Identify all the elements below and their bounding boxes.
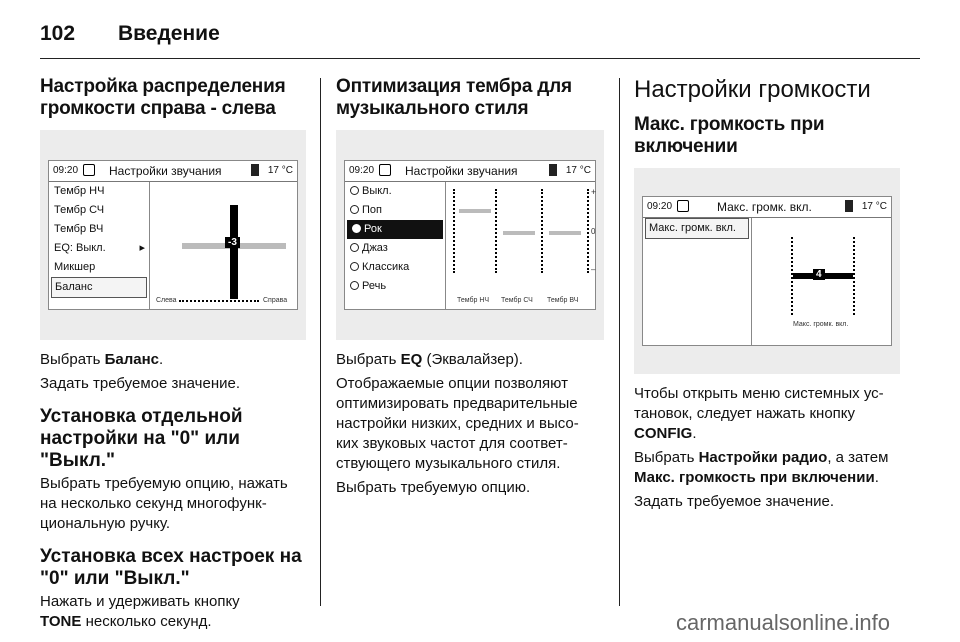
radio-checked-icon <box>352 224 361 233</box>
balance-heading: Настройка распределения громкости справа - слева <box>40 76 286 119</box>
status-bar <box>643 197 891 218</box>
column-eq <box>336 76 604 502</box>
menu-item[interactable]: Тембр ВЧ <box>54 223 104 235</box>
menu-item[interactable]: Микшер <box>54 261 96 273</box>
clock: 09:20 <box>349 165 375 176</box>
volume-caption: Макс. громк. вкл. <box>793 321 849 328</box>
volume-scale-right <box>853 237 857 315</box>
temperature: 17 °C <box>861 201 887 212</box>
section-single-reset <box>40 406 306 534</box>
band-label-high: Тембр ВЧ <box>547 297 579 304</box>
volume-screen <box>642 196 892 346</box>
eq-option[interactable]: Джаз <box>345 239 445 258</box>
eq-option[interactable]: Поп <box>345 201 445 220</box>
band-label-low: Тембр НЧ <box>457 297 490 304</box>
sound-menu <box>49 182 150 309</box>
instruction-set: Задать требуемое значение. <box>40 375 241 392</box>
phone-icon <box>549 164 557 176</box>
clock: 09:20 <box>53 165 79 176</box>
menu-item[interactable]: Тембр НЧ <box>54 185 105 197</box>
radio-icon <box>350 281 359 290</box>
eq-menu <box>345 182 446 309</box>
menu-item-selected[interactable]: Макс. громк. вкл. <box>645 218 749 239</box>
eq-bar-mid <box>503 231 535 235</box>
page-title: Введение <box>118 22 220 45</box>
temperature: 17 °C <box>267 165 293 176</box>
radio-icon <box>350 186 359 195</box>
arrow-right-icon: ▸ <box>139 242 145 254</box>
eq-option[interactable]: Речь <box>345 277 445 296</box>
instruction-select: Выбрать Баланс. <box>40 351 164 368</box>
temperature: 17 °C <box>565 165 591 176</box>
right-label: Справа <box>263 297 288 304</box>
eq-scale-2 <box>541 189 545 273</box>
eq-scale-left <box>453 189 457 273</box>
status-bar <box>49 161 297 182</box>
screen-title: Макс. громк. вкл. <box>717 200 812 214</box>
eq-minus: – <box>591 265 596 274</box>
nav-icon <box>379 164 391 176</box>
radio-icon <box>350 243 359 252</box>
balance-bar <box>230 205 238 299</box>
left-label: Слева <box>156 297 177 304</box>
column-divider-1 <box>320 78 321 606</box>
eq-screen <box>344 160 596 310</box>
volume-menu <box>643 218 752 345</box>
all-reset-text: Нажать и удерживать кнопку TONE несколько секунд. <box>40 593 240 630</box>
max-volume-heading: Макс. громкость при включении <box>634 114 825 157</box>
config-instruction: Чтобы открыть меню системных ус- тановок, следует нажать кнопку CONFIG. <box>634 385 884 442</box>
instruction-choose: Выбрать требуемую опцию. <box>336 479 531 496</box>
single-reset-text: Выбрать требуемую опцию, нажать на несколько секунд многофунк- циональную ручку. <box>40 475 288 532</box>
volume-heading: Настройки громкости <box>634 76 871 103</box>
phone-icon <box>845 200 853 212</box>
all-reset-heading: Установка всех настроек на "0" или "Выкл." <box>40 546 302 589</box>
eq-plus: + <box>591 187 597 197</box>
instruction-set-volume: Задать требуемое значение. <box>634 493 835 510</box>
eq-option[interactable]: Классика <box>345 258 445 277</box>
balance-screenshot <box>40 130 306 340</box>
volume-value: 4 <box>813 269 825 280</box>
menu-item-selected[interactable]: Баланс <box>51 277 147 298</box>
eq-zero: 0 <box>591 227 596 236</box>
balance-value: -3 <box>225 237 240 248</box>
radio-settings-instruction: Выбрать Настройки радио, а затем Макс. громкость при включении. <box>634 449 889 486</box>
eq-bar-high <box>549 231 581 235</box>
phone-icon <box>251 164 259 176</box>
eq-scale-1 <box>495 189 499 273</box>
menu-item[interactable]: EQ: Выкл. ▸ <box>49 239 149 258</box>
nav-icon <box>677 200 689 212</box>
single-reset-heading: Установка отдельной настройки на "0" или "Выкл." <box>40 406 243 471</box>
eq-screenshot <box>336 130 604 340</box>
eq-heading: Оптимизация тембра для музыкального стиля <box>336 76 572 119</box>
clock: 09:20 <box>647 201 673 212</box>
radio-icon <box>350 205 359 214</box>
menu-item[interactable]: Тембр СЧ <box>54 204 105 216</box>
eq-bar-low <box>459 209 491 213</box>
band-label-mid: Тембр СЧ <box>501 297 533 304</box>
page-header <box>40 22 920 58</box>
column-volume <box>634 76 906 516</box>
page-number: 102 <box>40 22 76 45</box>
volume-screenshot <box>634 168 900 374</box>
screen-title: Настройки звучания <box>109 164 222 178</box>
instruction-select-eq: Выбрать EQ (Эквалайзер). <box>336 351 523 368</box>
balance-scale <box>179 300 259 302</box>
column-balance <box>40 76 306 636</box>
eq-option-selected[interactable]: Рок <box>347 220 443 239</box>
section-all-reset <box>40 546 306 632</box>
watermark: carmanualsonline.info <box>676 610 891 635</box>
eq-option[interactable]: Выкл. <box>345 182 445 201</box>
balance-screen <box>48 160 298 310</box>
radio-icon <box>350 262 359 271</box>
status-bar <box>345 161 595 182</box>
screen-title: Настройки звучания <box>405 164 518 178</box>
column-divider-2 <box>619 78 620 606</box>
nav-icon <box>83 164 95 176</box>
eq-description: Отображаемые опции позволяют оптимизировать предварительные настройки низких, средних и высо- ких звуковых частот для соответ- ствующего музыкального стиля. <box>336 375 579 472</box>
header-rule <box>40 58 920 59</box>
